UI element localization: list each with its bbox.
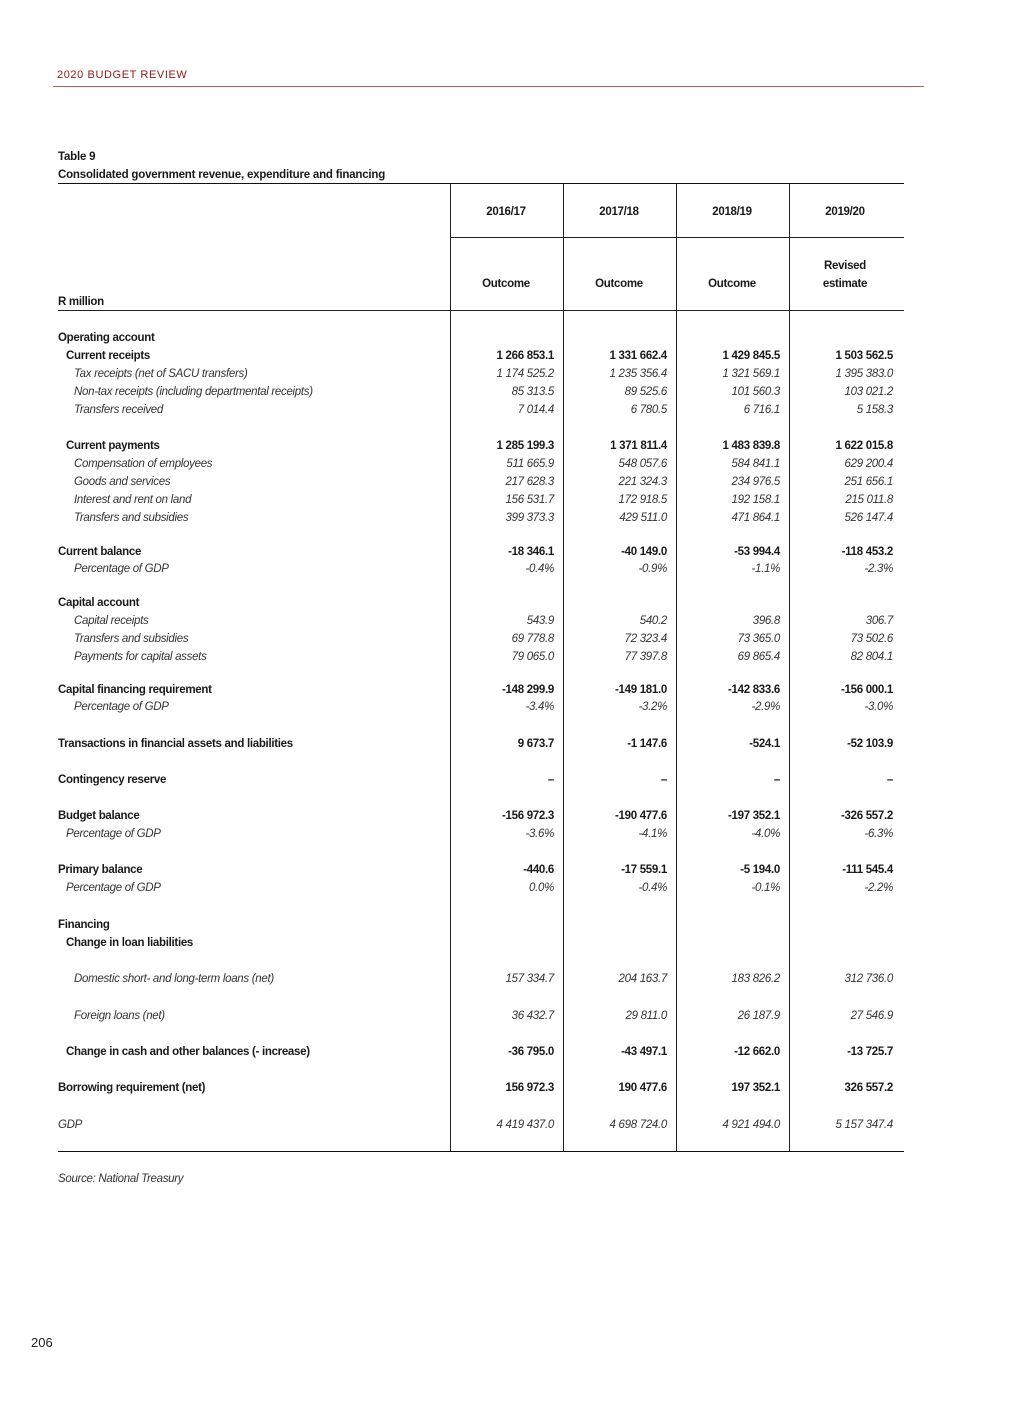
row-label: Capital account [58,597,140,609]
subhead-line1 [456,257,556,275]
cell-value: 312 736.0 [844,973,893,985]
cell-value: 5 158.3 [856,404,893,416]
column-divider [450,184,451,1151]
row-label: Foreign loans (net) [74,1010,165,1022]
row-label: Financing [58,919,110,931]
cell-value: -4.1% [638,828,667,840]
year-header: 2019/20 [825,206,865,218]
cell-value: 172 918.5 [618,494,667,506]
cell-value: 85 313.5 [511,386,554,398]
cell-value: 1 285 199.3 [496,440,554,452]
header-rule [53,86,924,87]
cell-value: 82 804.1 [850,651,893,663]
row-label: Interest and rent on land [74,494,192,506]
cell-value: -3.2% [638,701,667,713]
cell-value: -17 559.1 [621,864,667,876]
row-label: Operating account [58,332,155,344]
cell-value: -118 453.2 [841,546,893,558]
cell-value: 69 778.8 [511,633,554,645]
row-label: Current receipts [66,350,151,362]
cell-value: 9 673.7 [517,738,554,750]
subhead-line1 [569,257,669,275]
cell-value: -111 545.4 [842,864,893,876]
subhead-line2: Outcome [482,278,530,290]
cell-value: 1 266 853.1 [496,350,554,362]
cell-value: 511 665.9 [506,458,554,470]
cell-value: -3.4% [525,701,554,713]
subhead-line1: Revised [823,260,866,272]
cell-value: – [660,774,667,786]
cell-value: -6.3% [864,828,893,840]
row-label: Primary balance [58,864,143,876]
cell-value: 429 511.0 [619,512,667,524]
subhead-line1 [682,257,782,275]
cell-value: 6 716.1 [743,404,780,416]
cell-value: 183 826.2 [731,973,780,985]
cell-value: -4.0% [751,828,780,840]
cell-value: -12 662.0 [734,1046,780,1058]
cell-value: -53 994.4 [734,546,780,558]
cell-value: -3.0% [864,701,893,713]
column-subhead [795,257,895,293]
header-bottom-rule [58,310,904,311]
cell-value: 1 235 356.4 [609,368,667,380]
year-header: 2018/19 [712,206,752,218]
row-label: Current balance [58,546,142,558]
cell-value: – [886,774,893,786]
cell-value: 540.2 [639,615,667,627]
cell-value: -197 352.1 [728,810,780,822]
cell-value: -5 194.0 [740,864,780,876]
cell-value: -2.2% [864,882,893,894]
row-label: Capital receipts [74,615,149,627]
cell-value: 4 698 724.0 [609,1119,667,1131]
cell-value: 73 365.0 [737,633,780,645]
cell-value: 101 560.3 [731,386,780,398]
column-subhead [456,257,556,293]
table-top-rule [58,183,904,184]
header-title: 2020 BUDGET REVIEW [57,69,188,81]
cell-value: -190 477.6 [615,810,667,822]
cell-value: -2.3% [864,563,893,575]
cell-value: 1 483 839.8 [722,440,780,452]
cell-value: 156 972.3 [505,1082,554,1094]
cell-value: 69 865.4 [737,651,780,663]
cell-value: 306.7 [865,615,893,627]
row-label: Domestic short- and long-term loans (net) [74,973,274,985]
cell-value: -36 795.0 [508,1046,554,1058]
cell-value: 1 174 525.2 [496,368,554,380]
cell-value: -142 833.6 [728,684,780,696]
cell-value: -149 181.0 [615,684,667,696]
cell-value: 1 503 562.5 [835,350,893,362]
row-label: Percentage of GDP [74,701,169,713]
row-label: Percentage of GDP [66,882,161,894]
row-label: Budget balance [58,810,140,822]
cell-value: 526 147.4 [844,512,893,524]
cell-value: 77 397.8 [624,651,667,663]
cell-value: 1 321 569.1 [722,368,780,380]
cell-value: 29 811.0 [625,1010,667,1022]
cell-value: 543.9 [526,615,554,627]
cell-value: 1 395 383.0 [835,368,893,380]
row-label: Non-tax receipts (including departmental receipts) [74,386,313,398]
cell-value: 4 419 437.0 [496,1119,554,1131]
cell-value: 7 014.4 [517,404,554,416]
row-label: Change in loan liabilities [66,937,194,949]
subhead-line2: estimate [822,278,868,290]
cell-value: -326 557.2 [841,810,893,822]
cell-value: 1 331 662.4 [609,350,667,362]
cell-value: -18 346.1 [508,546,554,558]
cell-value: 157 334.7 [505,973,554,985]
cell-value: -52 103.9 [847,738,893,750]
cell-value: 221 324.3 [618,476,667,488]
cell-value: -524.1 [749,738,780,750]
row-label: Percentage of GDP [66,828,161,840]
cell-value: 0.0% [528,882,554,894]
cell-value: 584 841.1 [731,458,780,470]
cell-value: -0.4% [525,563,554,575]
cell-value: 192 158.1 [731,494,780,506]
cell-value: -148 299.9 [502,684,554,696]
row-label: Compensation of employees [74,458,213,470]
row-label: Capital financing requirement [58,684,212,696]
row-label: Goods and services [74,476,171,488]
row-label: Tax receipts (net of SACU transfers) [74,368,248,380]
cell-value: 190 477.6 [618,1082,667,1094]
cell-value: – [773,774,780,786]
cell-value: 1 622 015.8 [835,440,893,452]
cell-value: 326 557.2 [844,1082,893,1094]
cell-value: 396.8 [752,615,780,627]
year-header: 2016/17 [486,206,526,218]
column-subhead [682,257,782,293]
cell-value: 548 057.6 [618,458,667,470]
page-number: 206 [31,1335,53,1350]
cell-value: -156 000.1 [841,684,893,696]
cell-value: 5 157 347.4 [835,1119,893,1131]
unit-label: R million [58,296,104,308]
cell-value: -1 147.6 [627,738,667,750]
table-bottom-rule [58,1151,904,1152]
cell-value: 26 187.9 [737,1010,780,1022]
row-label: Percentage of GDP [74,563,169,575]
cell-value: 399 373.3 [505,512,554,524]
column-subhead [569,257,669,293]
cell-value: 234 976.5 [731,476,780,488]
cell-value: -2.9% [751,701,780,713]
source-note: Source: National Treasury [58,1173,184,1185]
cell-value: 79 065.0 [511,651,554,663]
column-divider [563,184,564,1151]
row-label: GDP [58,1119,83,1131]
cell-value: 197 352.1 [731,1082,780,1094]
row-label: Contingency reserve [58,774,167,786]
cell-value: -0.4% [638,882,667,894]
cell-value: -440.6 [523,864,554,876]
cell-value: -1.1% [751,563,780,575]
cell-value: -43 497.1 [621,1046,667,1058]
table-caption: Consolidated government revenue, expenditure and financing [58,169,386,181]
cell-value: 1 371 811.4 [610,440,667,452]
cell-value: -3.6% [525,828,554,840]
cell-value: 156 531.7 [505,494,554,506]
cell-value: -40 149.0 [621,546,667,558]
cell-value: 251 656.1 [844,476,893,488]
table-number: Table 9 [58,151,96,163]
cell-value: -13 725.7 [847,1046,893,1058]
row-label: Current payments [66,440,160,452]
row-label: Transfers and subsidies [74,633,189,645]
subhead-line2: Outcome [595,278,643,290]
row-label: Payments for capital assets [74,651,207,663]
cell-value: – [547,774,554,786]
column-divider [676,184,677,1151]
cell-value: -0.1% [751,882,780,894]
cell-value: 27 546.9 [850,1010,893,1022]
row-label: Transfers and subsidies [74,512,189,524]
row-label: Transactions in financial assets and liabilities [58,738,293,750]
subhead-line2: Outcome [708,278,756,290]
cell-value: 4 921 494.0 [722,1119,780,1131]
cell-value: 1 429 845.5 [722,350,780,362]
cell-value: -0.9% [638,563,667,575]
row-label: Change in cash and other balances (- increase) [66,1046,310,1058]
cell-value: 215 011.8 [845,494,893,506]
year-header: 2017/18 [599,206,639,218]
cell-value: 72 323.4 [624,633,667,645]
row-label: Transfers received [74,404,163,416]
cell-value: 204 163.7 [618,973,667,985]
column-divider [789,184,790,1151]
cell-value: 6 780.5 [630,404,667,416]
cell-value: 89 525.6 [624,386,667,398]
cell-value: 36 432.7 [511,1010,554,1022]
cell-value: 471 864.1 [731,512,780,524]
cell-value: 217 628.3 [505,476,554,488]
cell-value: 73 502.6 [850,633,893,645]
row-label: Borrowing requirement (net) [58,1082,206,1094]
cell-value: 103 021.2 [844,386,893,398]
cell-value: -156 972.3 [502,810,554,822]
cell-value: 629 200.4 [844,458,893,470]
year-header-rule [450,237,904,238]
